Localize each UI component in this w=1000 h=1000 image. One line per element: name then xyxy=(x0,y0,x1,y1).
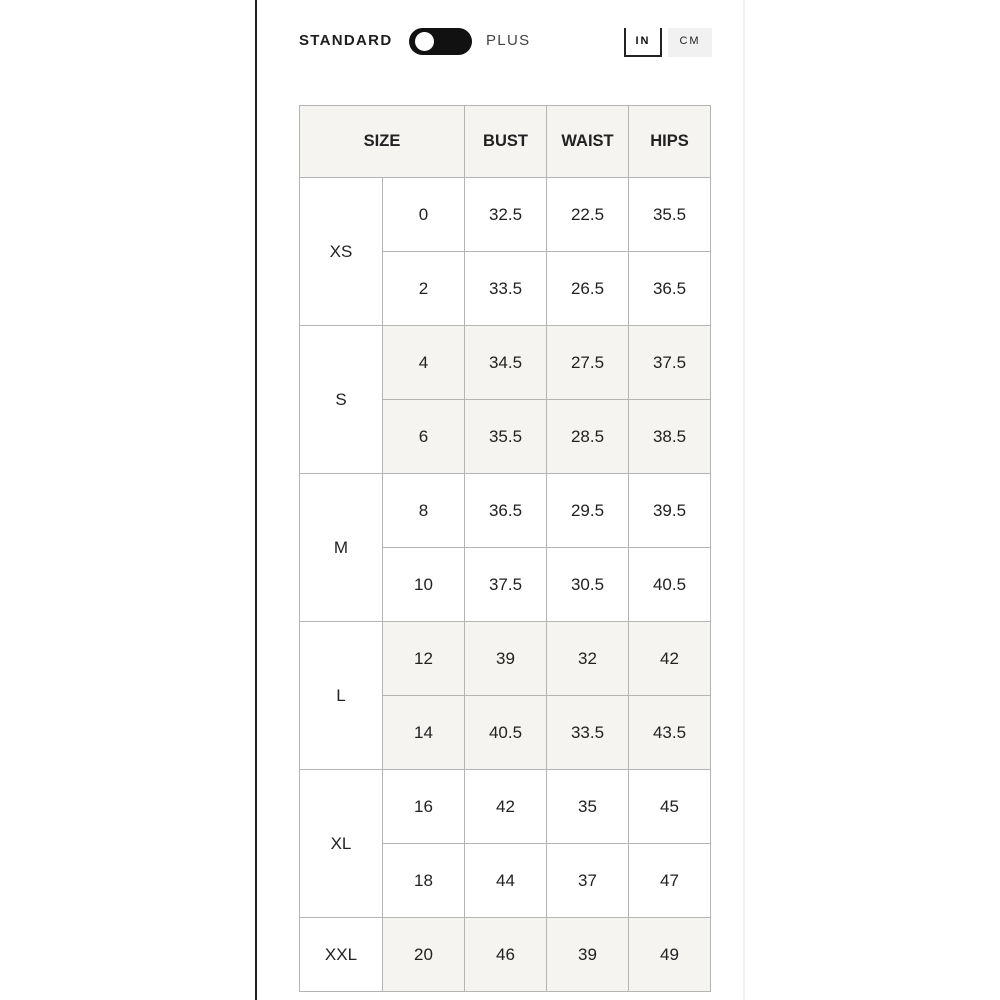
table-header-row xyxy=(300,106,711,178)
table-row xyxy=(300,474,711,548)
panel-right-border xyxy=(743,0,745,1000)
bust-cell: 40.5 xyxy=(465,696,547,770)
bust-cell: 33.5 xyxy=(465,252,547,326)
waist-cell: 35 xyxy=(547,770,629,844)
waist-cell: 33.5 xyxy=(547,696,629,770)
hips-cell: 49 xyxy=(629,918,711,992)
table-row xyxy=(300,178,711,252)
unit-in-button[interactable]: IN xyxy=(624,28,662,57)
numeric-size-cell: 4 xyxy=(383,326,465,400)
size-chart-table xyxy=(299,105,711,992)
header-size: SIZE xyxy=(300,106,465,178)
bust-cell: 34.5 xyxy=(465,326,547,400)
numeric-size-cell: 14 xyxy=(383,696,465,770)
plus-fit-label[interactable]: PLUS xyxy=(486,32,531,49)
hips-cell: 42 xyxy=(629,622,711,696)
table-row xyxy=(300,770,711,844)
hips-cell: 39.5 xyxy=(629,474,711,548)
size-group-label: XL xyxy=(300,770,383,918)
numeric-size-cell: 2 xyxy=(383,252,465,326)
numeric-size-cell: 12 xyxy=(383,622,465,696)
numeric-size-cell: 18 xyxy=(383,844,465,918)
bust-cell: 32.5 xyxy=(465,178,547,252)
waist-cell: 27.5 xyxy=(547,326,629,400)
numeric-size-cell: 0 xyxy=(383,178,465,252)
table-row xyxy=(300,326,711,400)
header-bust: BUST xyxy=(465,106,547,178)
numeric-size-cell: 16 xyxy=(383,770,465,844)
hips-cell: 45 xyxy=(629,770,711,844)
size-group-label: L xyxy=(300,622,383,770)
bust-cell: 46 xyxy=(465,918,547,992)
numeric-size-cell: 8 xyxy=(383,474,465,548)
size-group-label: XXL xyxy=(300,918,383,992)
bust-cell: 35.5 xyxy=(465,400,547,474)
table-row xyxy=(300,622,711,696)
waist-cell: 30.5 xyxy=(547,548,629,622)
bust-cell: 42 xyxy=(465,770,547,844)
hips-cell: 43.5 xyxy=(629,696,711,770)
hips-cell: 37.5 xyxy=(629,326,711,400)
numeric-size-cell: 6 xyxy=(383,400,465,474)
header-waist: WAIST xyxy=(547,106,629,178)
waist-cell: 28.5 xyxy=(547,400,629,474)
hips-cell: 38.5 xyxy=(629,400,711,474)
numeric-size-cell: 20 xyxy=(383,918,465,992)
size-group-label: S xyxy=(300,326,383,474)
table-row xyxy=(300,918,711,992)
bust-cell: 37.5 xyxy=(465,548,547,622)
standard-fit-label[interactable]: STANDARD xyxy=(299,32,393,49)
hips-cell: 36.5 xyxy=(629,252,711,326)
waist-cell: 22.5 xyxy=(547,178,629,252)
bust-cell: 36.5 xyxy=(465,474,547,548)
numeric-size-cell: 10 xyxy=(383,548,465,622)
hips-cell: 40.5 xyxy=(629,548,711,622)
waist-cell: 29.5 xyxy=(547,474,629,548)
size-group-label: XS xyxy=(300,178,383,326)
hips-cell: 47 xyxy=(629,844,711,918)
toggle-knob xyxy=(415,32,434,51)
bust-cell: 44 xyxy=(465,844,547,918)
waist-cell: 37 xyxy=(547,844,629,918)
unit-cm-button[interactable]: CM xyxy=(668,28,712,57)
waist-cell: 32 xyxy=(547,622,629,696)
size-group-label: M xyxy=(300,474,383,622)
bust-cell: 39 xyxy=(465,622,547,696)
hips-cell: 35.5 xyxy=(629,178,711,252)
waist-cell: 26.5 xyxy=(547,252,629,326)
fit-toggle-switch[interactable] xyxy=(409,28,472,55)
header-hips: HIPS xyxy=(629,106,711,178)
waist-cell: 39 xyxy=(547,918,629,992)
